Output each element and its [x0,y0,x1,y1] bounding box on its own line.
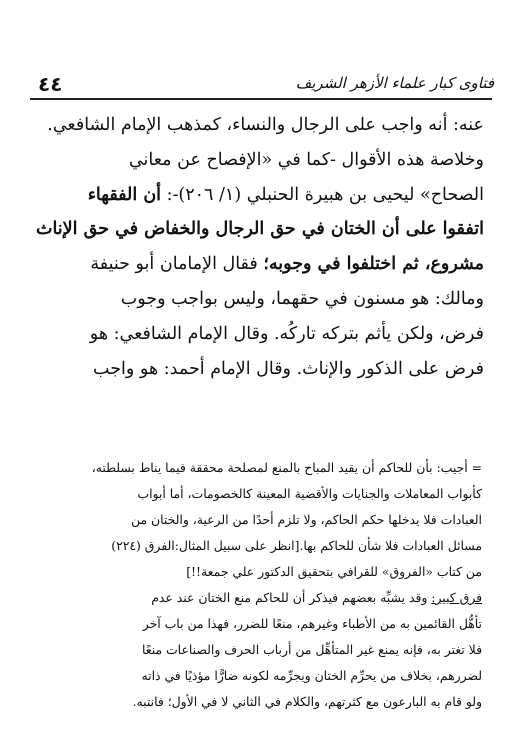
footnote-line: = أجيب: بأن للحاكم أن يقيد المباح بالمنع لمصلحة محققة فيما يناط بسلطته، [91,460,482,475]
footnote-line: ولو قام به البارعون مع كثرتهم، والكلام في الثاني لا في الأول؛ فانتبه. [132,694,482,709]
footnote-line: كأبواب المعاملات والجنايات والأقضية المعينة كالخصومات، أما أبواب [137,486,482,501]
footnote-line: فلا تغتر به، فإنه يمنع غير المتأهِّل من أرباب الحرف والصناعات منعًا [141,642,482,657]
main-line: فرض، ولكن يأثم بتركه تاركُه. وقال الإمام الشافعي: هو [89,323,484,344]
page-header [38,58,494,98]
main-line: اتفقوا على أن الختان في حق الرجال والخفاض في حق الإناث [35,219,484,240]
footnote-line: من كتاب «الفروق» للقرافي بتحقيق الدكتور علي جمعة!!] [186,564,482,579]
footnote-line: مسائل العبادات فلا شأن للحاكم بها.[انظر على سبيل المثال:الفرق (٢٢٤) [111,538,482,553]
main-text [34,108,484,386]
main-line: عنه: أنه واجب على الرجال والنساء، كمذهب الإمام الشافعي. [47,115,484,135]
footnote-line: تأهُّل القائمين به من الأطباء وغيرهم، منعًا للضرر، فهذا من باب آخر [142,616,482,631]
main-line [34,178,484,213]
footnotes [28,455,482,715]
footnote-line: لضررهم، بخلاف من يحرِّم الختان ويجرِّمه لكونه ضارًّا مؤذيًا في ذاته [141,668,482,683]
main-line-text: الصحاح» ليحيى بن هبيرة الحنبلي (١/ ٢٠٦)-: [161,184,484,205]
footnote-line: العبادات فلا يدخلها حكم الحاكم، ولا تلزم أحدًا من الرعية، والختان من [131,512,482,527]
main-line-bold: أن الفقهاء [87,184,162,205]
main-line: فرض على الذكور والإناث. وقال الإمام أحمد: هو واجب [93,358,484,379]
header-rule [30,98,492,100]
main-line-text: فقال الإمامان أبو حنيفة [90,254,264,275]
footnote-heading: فرق كبير: [431,590,482,605]
main-line: ومالك: هو مسنون في حقهما، وليس بواجب وجوب [120,288,484,309]
footnote-line [28,585,482,611]
main-line-bold: مشروع، ثم اختلفوا في وجوبه؛ [263,254,484,275]
footnote-line-text: وقد يشبِّه بعضهم فيذكر أن للحاكم منع الختان عند عدم [151,590,432,605]
main-line [34,247,484,282]
main-line: وخلاصة هذه الأقوال -كما في «الإفصاح عن معاني [128,149,484,170]
page-number: ٤٤ [38,72,63,96]
running-title: فتاوى كبار علماء الأزهر الشريف [295,74,494,92]
